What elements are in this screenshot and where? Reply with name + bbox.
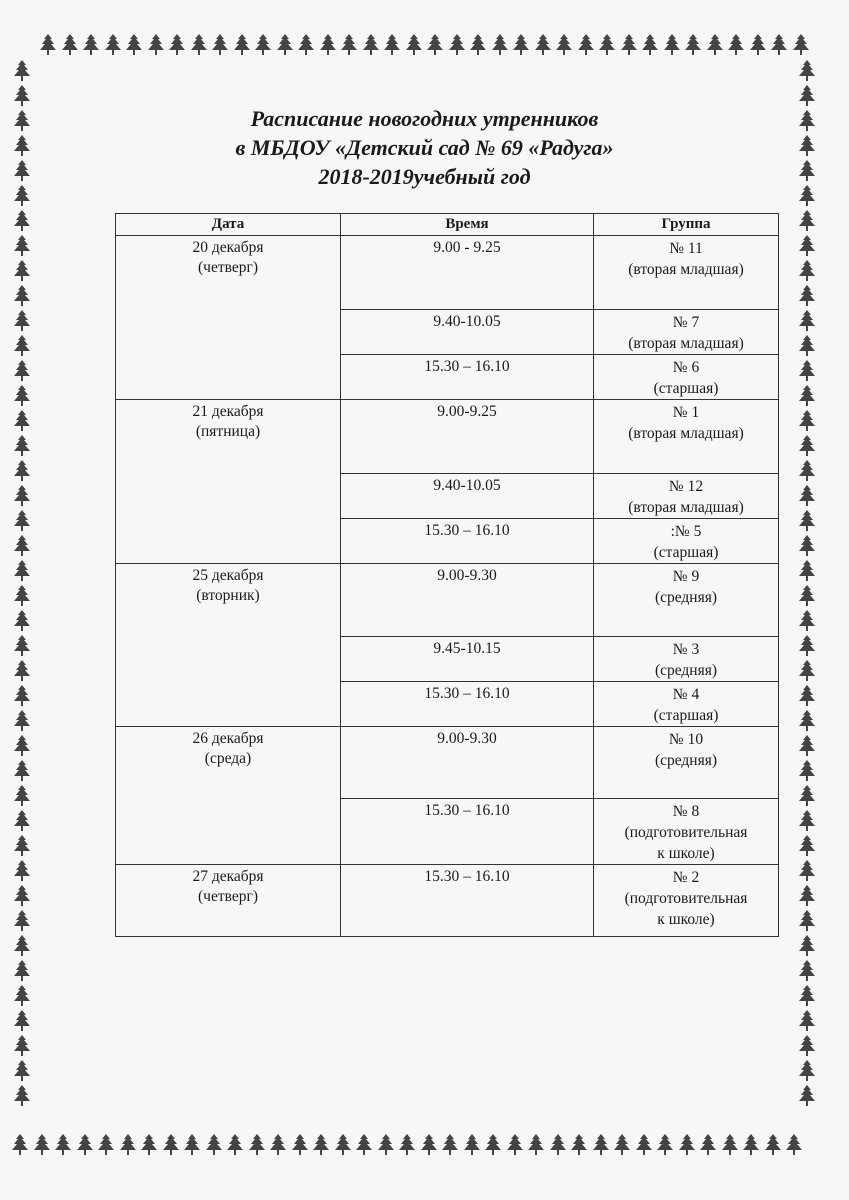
group-number: № 1 xyxy=(672,404,700,421)
fir-tree-icon xyxy=(769,34,789,56)
fir-tree-icon xyxy=(797,810,817,832)
time-cell xyxy=(341,355,594,400)
time-value: 15.30 – 16.10 xyxy=(424,358,510,375)
fir-tree-icon xyxy=(797,660,817,682)
fir-tree-icon xyxy=(167,34,187,56)
fir-tree-icon xyxy=(12,510,32,532)
group-type-line2: к школе) xyxy=(657,845,715,862)
fir-tree-icon xyxy=(96,1134,116,1156)
table-row xyxy=(116,236,779,310)
fir-tree-icon xyxy=(763,1134,783,1156)
fir-tree-icon xyxy=(12,435,32,457)
time-value: 15.30 – 16.10 xyxy=(424,802,510,819)
fir-tree-icon xyxy=(12,1010,32,1032)
title-line-3: 2018-2019учебный год xyxy=(318,164,531,189)
time-cell xyxy=(341,865,594,937)
date-value: 26 декабря xyxy=(192,730,264,747)
fir-tree-icon xyxy=(354,1134,374,1156)
fir-tree-icon xyxy=(12,660,32,682)
fir-tree-icon xyxy=(139,1134,159,1156)
fir-tree-icon xyxy=(797,860,817,882)
fir-tree-icon xyxy=(182,1134,202,1156)
fir-tree-icon xyxy=(576,34,596,56)
header-group: Группа xyxy=(594,214,779,236)
fir-tree-icon xyxy=(797,485,817,507)
fir-tree-icon xyxy=(741,1134,761,1156)
fir-tree-icon xyxy=(12,960,32,982)
date-cell xyxy=(116,236,341,400)
date-value: 20 декабря xyxy=(192,239,264,256)
fir-tree-icon xyxy=(797,835,817,857)
fir-tree-icon xyxy=(253,34,273,56)
fir-tree-icon xyxy=(797,910,817,932)
time-cell xyxy=(341,310,594,355)
weekday-value: (вторник) xyxy=(196,587,260,604)
fir-tree-icon xyxy=(75,1134,95,1156)
fir-tree-icon xyxy=(12,1035,32,1057)
fir-tree-icon xyxy=(548,1134,568,1156)
time-value: 15.30 – 16.10 xyxy=(424,522,510,539)
fir-tree-icon xyxy=(12,585,32,607)
table-header-row xyxy=(116,214,779,236)
page-title xyxy=(0,104,849,191)
fir-tree-icon xyxy=(511,34,531,56)
fir-tree-icon xyxy=(797,510,817,532)
fir-tree-icon xyxy=(339,34,359,56)
fir-tree-icon xyxy=(705,34,725,56)
date-value: 27 декабря xyxy=(192,868,264,885)
fir-tree-icon xyxy=(12,860,32,882)
fir-tree-icon xyxy=(698,1134,718,1156)
fir-tree-icon xyxy=(797,310,817,332)
fir-tree-icon xyxy=(797,685,817,707)
fir-tree-icon xyxy=(797,60,817,82)
fir-tree-icon xyxy=(103,34,123,56)
fir-tree-icon xyxy=(797,635,817,657)
group-type: (подготовительная xyxy=(624,824,748,841)
group-number: № 9 xyxy=(672,568,700,585)
fir-tree-icon xyxy=(462,1134,482,1156)
fir-tree-icon xyxy=(12,710,32,732)
title-line-2: в МБДОУ «Детский сад № 69 «Радуга» xyxy=(235,135,614,160)
weekday-value: (четверг) xyxy=(198,888,258,905)
fir-tree-icon xyxy=(12,935,32,957)
fir-tree-icon xyxy=(468,34,488,56)
group-number: № 7 xyxy=(672,314,700,331)
fir-tree-icon xyxy=(81,34,101,56)
time-value: 9.40-10.05 xyxy=(433,477,501,494)
fir-tree-icon xyxy=(318,34,338,56)
fir-tree-icon xyxy=(382,34,402,56)
date-cell xyxy=(116,564,341,727)
group-type: (вторая младшая) xyxy=(628,499,744,516)
fir-tree-icon xyxy=(247,1134,267,1156)
fir-tree-icon xyxy=(12,685,32,707)
fir-tree-icon xyxy=(60,34,80,56)
time-value: 9.40-10.05 xyxy=(433,313,501,330)
fir-tree-icon xyxy=(797,735,817,757)
time-cell xyxy=(341,637,594,682)
fir-tree-icon xyxy=(12,560,32,582)
fir-tree-icon xyxy=(12,335,32,357)
fir-tree-icon xyxy=(655,1134,675,1156)
group-number: № 11 xyxy=(669,240,703,257)
fir-tree-icon xyxy=(361,34,381,56)
fir-tree-icon xyxy=(118,1134,138,1156)
fir-tree-icon xyxy=(797,885,817,907)
group-number: № 4 xyxy=(672,686,700,703)
fir-tree-icon xyxy=(797,235,817,257)
time-cell xyxy=(341,400,594,474)
group-cell xyxy=(594,236,779,310)
schedule-table xyxy=(115,213,779,937)
fir-tree-icon xyxy=(533,34,553,56)
group-cell xyxy=(594,474,779,519)
fir-tree-icon xyxy=(490,34,510,56)
fir-tree-icon xyxy=(569,1134,589,1156)
fir-tree-icon xyxy=(275,34,295,56)
time-value: 9.00-9.30 xyxy=(437,730,497,747)
fir-tree-icon xyxy=(311,1134,331,1156)
group-type: (средняя) xyxy=(654,662,718,679)
date-cell xyxy=(116,400,341,564)
fir-tree-icon xyxy=(146,34,166,56)
group-cell xyxy=(594,727,779,799)
fir-tree-icon xyxy=(591,1134,611,1156)
group-type: (вторая младшая) xyxy=(628,335,744,352)
header-time: Время xyxy=(341,214,594,236)
weekday-value: (пятница) xyxy=(195,423,261,440)
group-type: (старшая) xyxy=(653,707,719,724)
fir-tree-icon xyxy=(483,1134,503,1156)
weekday-value: (среда) xyxy=(204,750,252,767)
fir-tree-icon xyxy=(12,635,32,657)
fir-tree-icon xyxy=(397,1134,417,1156)
date-cell xyxy=(116,865,341,937)
table-row xyxy=(116,564,779,637)
fir-tree-icon xyxy=(12,210,32,232)
fir-tree-icon xyxy=(797,335,817,357)
time-cell xyxy=(341,564,594,637)
fir-tree-icon xyxy=(161,1134,181,1156)
fir-tree-icon xyxy=(791,34,811,56)
fir-tree-icon xyxy=(12,760,32,782)
fir-tree-icon xyxy=(225,1134,245,1156)
group-cell xyxy=(594,799,779,865)
fir-tree-icon xyxy=(662,34,682,56)
table-row xyxy=(116,727,779,799)
fir-tree-icon xyxy=(204,1134,224,1156)
fir-tree-icon xyxy=(612,1134,632,1156)
group-number: № 6 xyxy=(672,359,700,376)
fir-tree-icon xyxy=(526,1134,546,1156)
fir-tree-icon xyxy=(12,1085,32,1107)
fir-tree-icon xyxy=(634,1134,654,1156)
time-value: 9.00 - 9.25 xyxy=(433,239,501,256)
header-date: Дата xyxy=(116,214,341,236)
group-cell xyxy=(594,400,779,474)
date-cell xyxy=(116,727,341,865)
fir-tree-icon xyxy=(38,34,58,56)
fir-tree-icon xyxy=(797,985,817,1007)
fir-tree-icon xyxy=(32,1134,52,1156)
fir-tree-icon xyxy=(640,34,660,56)
group-cell xyxy=(594,310,779,355)
fir-tree-icon xyxy=(726,34,746,56)
fir-tree-icon xyxy=(797,1010,817,1032)
fir-tree-icon xyxy=(333,1134,353,1156)
time-value: 9.45-10.15 xyxy=(433,640,501,657)
group-type: (средняя) xyxy=(654,752,718,769)
fir-tree-icon xyxy=(797,785,817,807)
fir-tree-icon xyxy=(189,34,209,56)
fir-tree-icon xyxy=(797,435,817,457)
fir-tree-icon xyxy=(12,360,32,382)
group-cell xyxy=(594,637,779,682)
time-value: 9.00-9.30 xyxy=(437,567,497,584)
time-cell xyxy=(341,799,594,865)
fir-tree-icon xyxy=(748,34,768,56)
group-cell xyxy=(594,519,779,564)
fir-tree-icon xyxy=(597,34,617,56)
group-type: (вторая младшая) xyxy=(628,425,744,442)
fir-tree-icon xyxy=(440,1134,460,1156)
fir-tree-icon xyxy=(210,34,230,56)
time-cell xyxy=(341,474,594,519)
fir-tree-icon xyxy=(12,535,32,557)
group-type-line2: к школе) xyxy=(657,911,715,928)
fir-tree-icon xyxy=(404,34,424,56)
date-value: 25 декабря xyxy=(192,567,264,584)
time-value: 15.30 – 16.10 xyxy=(424,868,510,885)
group-number: № 3 xyxy=(672,641,700,658)
fir-tree-icon xyxy=(677,1134,697,1156)
fir-tree-icon xyxy=(12,910,32,932)
time-cell xyxy=(341,519,594,564)
fir-tree-icon xyxy=(784,1134,804,1156)
fir-tree-icon xyxy=(797,610,817,632)
group-number: № 10 xyxy=(668,731,704,748)
fir-tree-icon xyxy=(232,34,252,56)
table-row xyxy=(116,400,779,474)
fir-tree-icon xyxy=(797,410,817,432)
group-cell xyxy=(594,865,779,937)
group-number: № 12 xyxy=(668,478,704,495)
fir-tree-icon xyxy=(12,260,32,282)
fir-tree-icon xyxy=(12,410,32,432)
weekday-value: (четверг) xyxy=(198,259,258,276)
group-type: (старшая) xyxy=(653,380,719,397)
fir-tree-icon xyxy=(12,885,32,907)
fir-tree-icon xyxy=(296,34,316,56)
fir-tree-icon xyxy=(720,1134,740,1156)
date-value: 21 декабря xyxy=(192,403,264,420)
group-type: (подготовительная xyxy=(624,890,748,907)
fir-tree-icon xyxy=(12,785,32,807)
fir-tree-icon xyxy=(797,935,817,957)
fir-tree-icon xyxy=(53,1134,73,1156)
time-value: 9.00-9.25 xyxy=(437,403,497,420)
fir-tree-icon xyxy=(12,460,32,482)
fir-tree-icon xyxy=(797,585,817,607)
fir-tree-icon xyxy=(797,535,817,557)
fir-tree-icon xyxy=(376,1134,396,1156)
fir-tree-icon xyxy=(12,285,32,307)
fir-tree-icon xyxy=(797,560,817,582)
group-cell xyxy=(594,355,779,400)
group-number: № 2 xyxy=(672,869,700,886)
fir-tree-icon xyxy=(797,960,817,982)
fir-tree-icon xyxy=(797,360,817,382)
fir-tree-icon xyxy=(425,34,445,56)
fir-tree-icon xyxy=(12,310,32,332)
time-value: 15.30 – 16.10 xyxy=(424,685,510,702)
fir-tree-icon xyxy=(505,1134,525,1156)
fir-tree-icon xyxy=(12,835,32,857)
fir-tree-icon xyxy=(12,810,32,832)
fir-tree-icon xyxy=(124,34,144,56)
fir-tree-icon xyxy=(797,710,817,732)
group-cell xyxy=(594,564,779,637)
fir-tree-icon xyxy=(12,610,32,632)
fir-tree-icon xyxy=(268,1134,288,1156)
fir-tree-icon xyxy=(12,385,32,407)
fir-tree-icon xyxy=(797,260,817,282)
group-type: (вторая младшая) xyxy=(628,261,744,278)
group-cell xyxy=(594,682,779,727)
group-number: :№ 5 xyxy=(670,523,702,540)
group-type: (старшая) xyxy=(653,544,719,561)
fir-tree-icon xyxy=(12,735,32,757)
fir-tree-icon xyxy=(797,1035,817,1057)
fir-tree-icon xyxy=(447,34,467,56)
fir-tree-icon xyxy=(10,1134,30,1156)
fir-tree-icon xyxy=(12,235,32,257)
fir-tree-icon xyxy=(797,385,817,407)
fir-tree-icon xyxy=(12,485,32,507)
fir-tree-icon xyxy=(290,1134,310,1156)
fir-tree-icon xyxy=(797,460,817,482)
fir-tree-icon xyxy=(797,760,817,782)
fir-tree-icon xyxy=(12,985,32,1007)
fir-tree-icon xyxy=(12,1060,32,1082)
fir-tree-icon xyxy=(619,34,639,56)
group-type: (средняя) xyxy=(654,589,718,606)
time-cell xyxy=(341,727,594,799)
fir-tree-icon xyxy=(683,34,703,56)
group-number: № 8 xyxy=(672,803,700,820)
time-cell xyxy=(341,682,594,727)
fir-tree-icon xyxy=(419,1134,439,1156)
fir-tree-icon xyxy=(797,1060,817,1082)
fir-tree-icon xyxy=(797,1085,817,1107)
fir-tree-icon xyxy=(554,34,574,56)
fir-tree-icon xyxy=(12,60,32,82)
fir-tree-icon xyxy=(797,285,817,307)
fir-tree-icon xyxy=(797,210,817,232)
title-line-1: Расписание новогодних утренников xyxy=(250,106,599,131)
table-row xyxy=(116,865,779,937)
time-cell xyxy=(341,236,594,310)
